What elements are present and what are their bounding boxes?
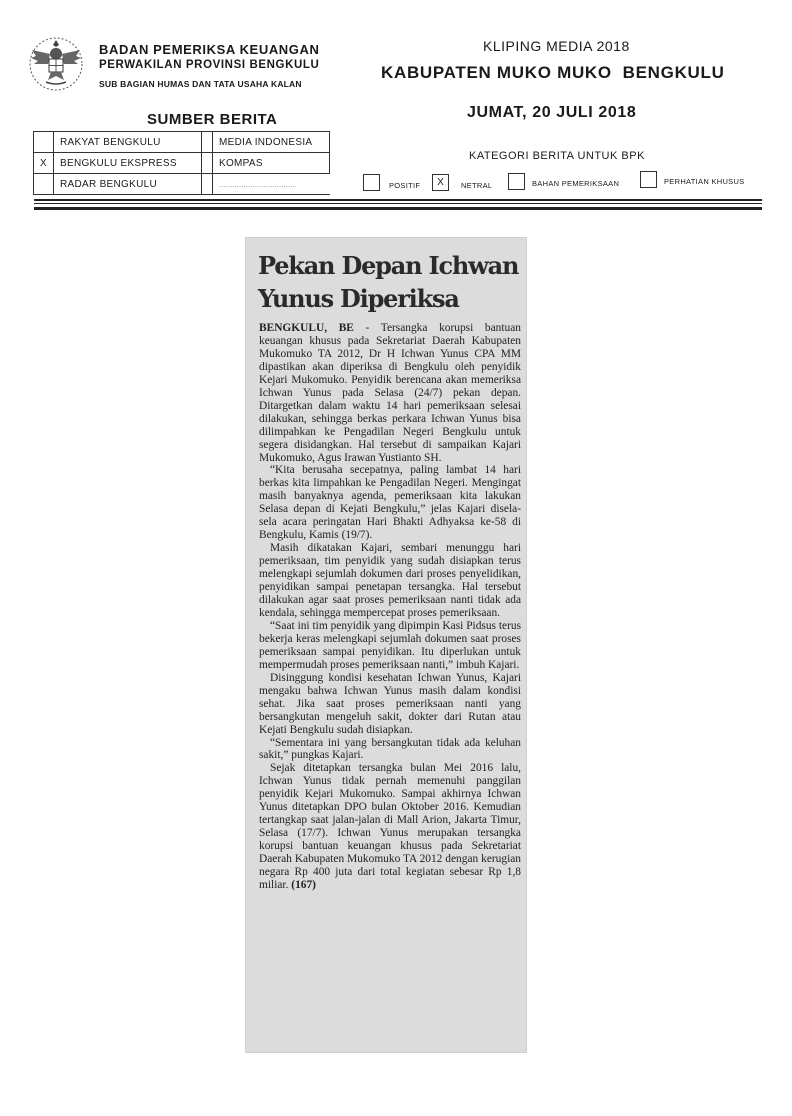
article-paragraph-text: Sejak ditetapkan tersangka bulan Mei 2016 lalu, Ichwan Yunus tidak pernah memenuhi panggilan penyidik Kejari Mukomuko. Sampai akhirnya Ichwan Yunus ditetapkan DPO bulan Oktober 2016. Kemudian tertangkap saat jalan-jalan di Mall Arion, Jakarta Timur, Selasa (17/7). Ichwan Yunus merupakan tersangka korupsi bantuan keuangan khusus pada Sekretariat Daerah Kabupaten Mukomuko TA 2012 dengan kerugian negara Rp 400 juta dari total kegiatan sebesar Rp 1,8 miliar. [259, 762, 521, 891]
sources-table [33, 131, 330, 195]
date-title: JUMAT, 20 JULI 2018 [467, 104, 637, 121]
article-paragraph: Disinggung kondisi kesehatan Ichwan Yunus, Kajari mengaku bahwa Ichwan Yunus masih dalam kondisi sehat. Jika saat proses pemeriksaan nanti yang bersangkutan mengeluh sakit, dokter dari Rutan atau Kejati Bengkulu sudah disiapkan. [259, 671, 521, 736]
source-mark [34, 132, 54, 153]
source-name: BENGKULU EKSPRESS [54, 153, 202, 174]
region-title: KABUPATEN MUKO MUKO BENGKULU [381, 63, 725, 82]
article-paragraph: Masih dikatakan Kajari, sembari menunggu hari pemeriksaan, tim penyidik yang sudah disiapkan terus melengkapi sejumlah dokumen dari proses penyelidikan, penyidikan sampai penetapan tersangka. Hal tersebut dilakukan agar saat proses pemeriksaan nanti tidak ada kendala, sehingga mempercepat proses pemeriksaan. [259, 542, 521, 619]
article-headline [258, 249, 528, 315]
article-paragraph [259, 762, 521, 892]
source-row [34, 174, 330, 195]
category-checkbox-perhatian[interactable] [640, 171, 657, 188]
category-title: KATEGORI BERITA UNTUK BPK [469, 150, 645, 162]
article-paragraph: “Saat ini tim penyidik yang dipimpin Kasi Pidsus terus bekerja keras melengkapi sejumlah dokumen saat proses pemeriksaan sampai penyidikan. Itu diperlukan untuk mempermudah proses pemeriksaan nanti,” imbuh Kajari. [259, 619, 521, 671]
article-paragraph [259, 322, 521, 464]
category-checkbox-bahan[interactable] [508, 173, 525, 190]
source-row [34, 132, 330, 153]
category-label-perhatian: PERHATIAN KHUSUS [664, 177, 745, 186]
org-line-2: PERWAKILAN PROVINSI BENGKULU [99, 59, 320, 71]
sources-title: SUMBER BERITA [147, 111, 278, 128]
source-spacer [202, 153, 213, 174]
garuda-emblem-icon [26, 34, 86, 92]
article-paragraph: “Kita berusaha secepatnya, paling lambat 14 hari berkas kita limpahkan ke Pengadilan Negeri. Mengingat masih banyaknya agenda, pemeriksaan kita lakukan Selasa depan di Kejati Bengkulu,” jelas Kajari disela-sela acara peringatan Hari Bhakti Adhyaksa ke-58 di Bengkulu, Kamis (19/7). [259, 464, 521, 542]
kliping-title: KLIPING MEDIA 2018 [483, 38, 630, 54]
source-spacer [202, 132, 213, 153]
headline-line-1: Pekan Depan Ichwan [258, 251, 519, 280]
category-checkbox-netral[interactable]: X [432, 174, 449, 191]
source-name: KOMPAS [213, 153, 330, 174]
headline-line-2: Yunus Diperiksa [258, 284, 459, 313]
source-name: MEDIA INDONESIA [213, 132, 330, 153]
org-line-1: BADAN PEMERIKSA KEUANGAN [99, 42, 320, 57]
divider-rule [34, 199, 762, 201]
source-dots: ................................... [219, 179, 297, 189]
divider-rule [34, 207, 762, 210]
article-body [259, 322, 521, 892]
article-signature: (167) [291, 878, 316, 891]
org-line-3: SUB BAGIAN HUMAS DAN TATA USAHA KALAN [99, 79, 302, 89]
divider-rule [34, 203, 762, 204]
source-mark: X [34, 153, 54, 174]
category-label-netral: NETRAL [461, 181, 493, 190]
source-mark [34, 174, 54, 195]
category-checkbox-positif[interactable] [363, 174, 380, 191]
article-paragraph: “Sementara ini yang bersangkutan tidak ada keluhan sakit,” pungkas Kajari. [259, 736, 521, 762]
source-spacer [202, 174, 213, 195]
category-label-bahan: BAHAN PEMERIKSAAN [532, 179, 620, 188]
source-row [34, 153, 330, 174]
source-name: RADAR BENGKULU [54, 174, 202, 195]
category-label-positif: POSITIF [389, 181, 421, 190]
article-dateline: BENGKULU, BE [259, 322, 354, 334]
article-paragraph-text: - Tersangka korupsi bantuan keuangan khusus pada Sekretariat Daerah Kabupaten Mukomuko TA 2012, Dr H Ichwan Yunus CPA MM dipastikan akan diperiksa di Bengkulu oleh penyidik Kejari Mukomuko. Penyidik berencana akan memeriksa Ichwan Yunus pada Selasa (24/7) pekan depan. Ditargetkan dalam waktu 14 hari pemeriksaan selesai dilakukan, sehingga berkas perkara Ichwan Yunus bisa dilimpahkan ke Pengadilan Negeri Bengkulu untuk segera disidangkan. Hal tersebut di sampaikan Kajari Mukomuko, Agus Irawan Yustianto SH. [259, 322, 521, 464]
source-name: RAKYAT BENGKULU [54, 132, 202, 153]
source-name-blank [213, 174, 330, 195]
